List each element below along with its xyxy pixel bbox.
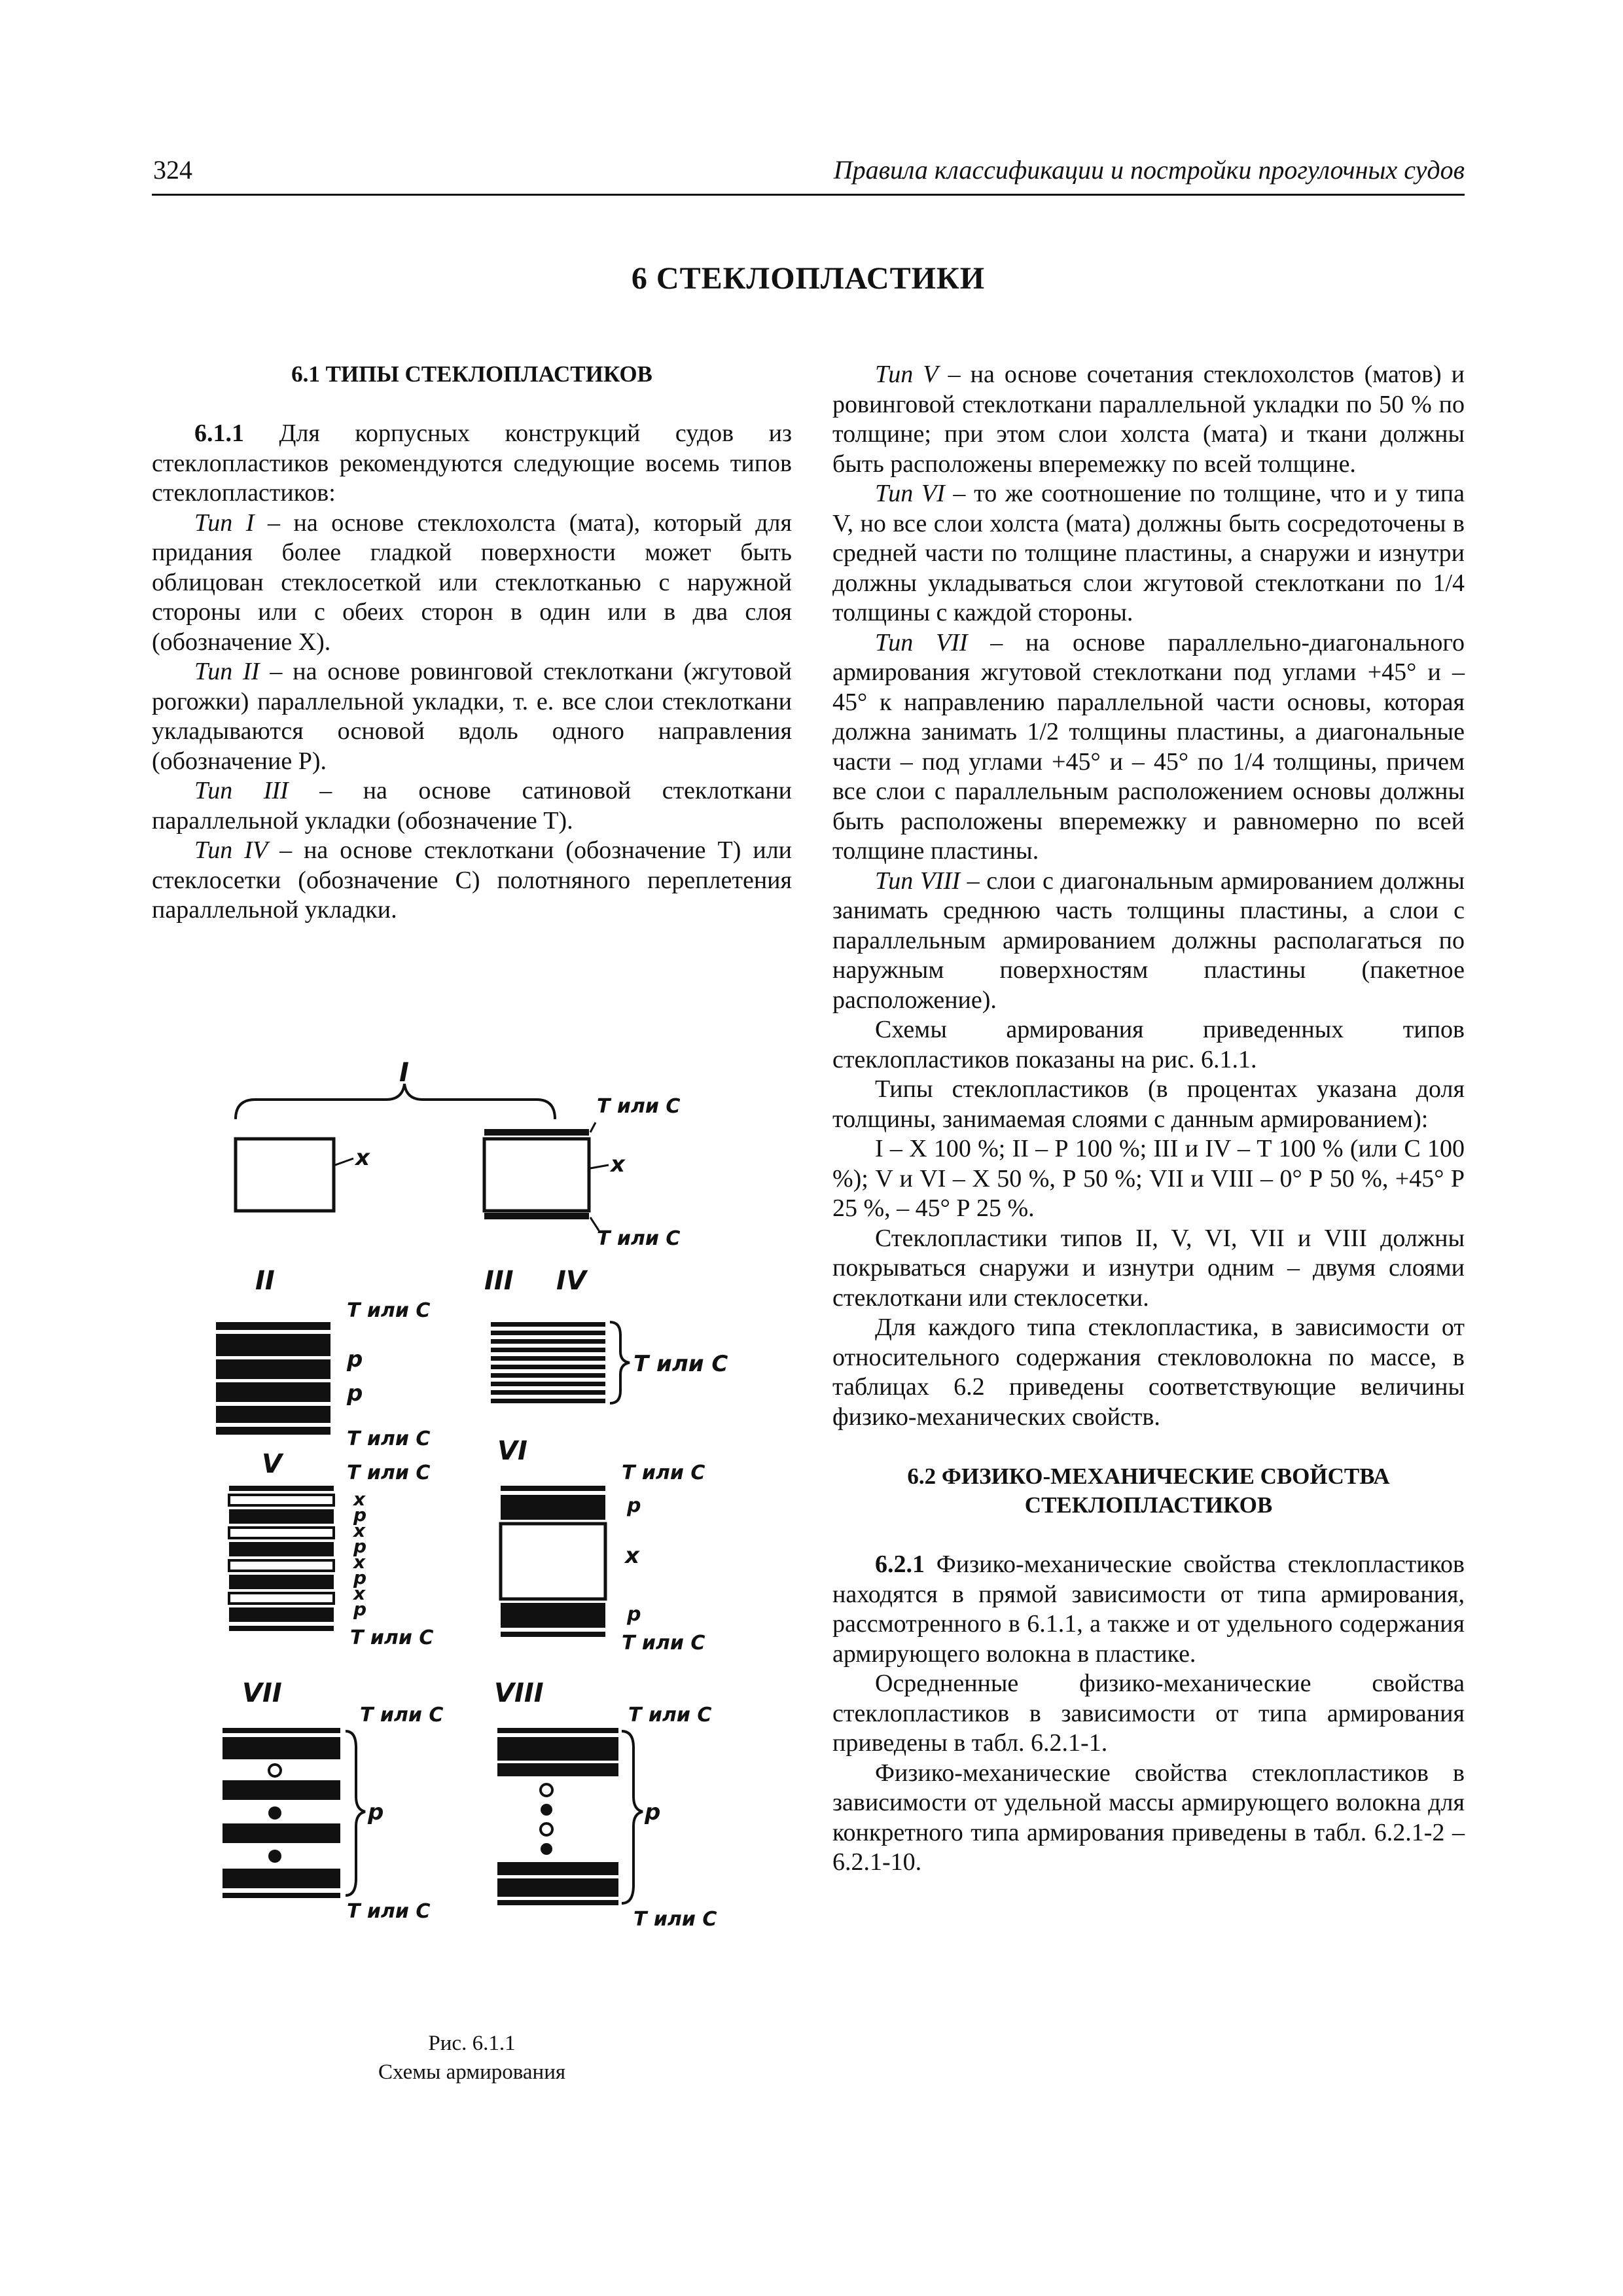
label-p: р [368, 1799, 384, 1825]
label-t-or-c: Т или С [622, 1462, 705, 1484]
paragraph-number: 6.2.1 [875, 1551, 925, 1578]
scheme-type-2 [216, 1266, 430, 1450]
label-p: р [353, 1535, 367, 1557]
type-label: Тип I [194, 509, 255, 537]
label-t-or-c: Т или С [350, 1626, 434, 1649]
types-paragraph: Типы стеклопластиков (в процентах указана доля толщины, занимаемая слоями с данным армированием): [832, 1075, 1465, 1133]
label-t-or-c: Т или С [622, 1632, 705, 1655]
tables-paragraph: Для каждого типа стеклопластика, в зависимости от относительного содержания стекловолокна по массе, в таблицах 6.2 приведены соответствующие величины физико-механических свойств. [832, 1314, 1465, 1431]
figure-caption-number: Рис. 6.1.1 [428, 2032, 516, 2055]
scheme-type-6 [497, 1436, 705, 1655]
label-x: х [353, 1520, 366, 1541]
facing-layer-top [484, 1129, 589, 1136]
label-x: х [625, 1543, 639, 1569]
right-column [832, 360, 1465, 1878]
label-p: р [353, 1598, 367, 1620]
section-heading-6-2-line2: СТЕКЛОПЛАСТИКОВ [1024, 1492, 1273, 1518]
reinforcement-schemes-figure [196, 1034, 759, 1964]
label-type-3: III [484, 1266, 514, 1296]
scheme-type-1 [236, 1058, 680, 1250]
cover-paragraph: Стеклопластики типов II, V, VI, VII и VIII должны покрываться снаружи и изнутри одним – двумя слоями стеклоткани или стеклосетки. [832, 1224, 1465, 1312]
type-3-paragraph [152, 776, 792, 836]
type-text: – на основе ровинговой стеклоткани (жгутовой рогожки) параллельной укладки, т. е. все слои стеклоткани укладываются основой вдоль одного направления (обозначение Р). [152, 658, 792, 775]
label-p: р [627, 1494, 641, 1517]
type-8-paragraph [832, 867, 1465, 1016]
label-type-7: VII [242, 1678, 282, 1708]
page-number: 324 [153, 155, 192, 185]
label-type-1: I [399, 1058, 409, 1088]
schemes-paragraph: Схемы армирования приведенных типов стеклопластиков показаны на рис. 6.1.1. [832, 1016, 1465, 1073]
type-text: – на основе сатиновой стеклоткани параллельной укладки (обозначение Т). [152, 777, 792, 834]
label-p: р [347, 1346, 363, 1372]
label-p: р [353, 1504, 367, 1526]
type-text: – на основе сочетания стеклохолстов (матов) и ровинговой стеклоткани параллельной укладки по 50 % по толщине; при этом слои холста (мата) и ткани должны быть расположены вперемежку по всей толщине. [832, 361, 1465, 478]
label-type-4: IV [556, 1266, 586, 1296]
label-x: х [355, 1145, 370, 1171]
type-2-paragraph [152, 657, 792, 776]
figure-caption [152, 2029, 792, 2087]
label-x: х [611, 1151, 625, 1177]
paragraph-number: 6.1.1 [194, 420, 244, 447]
label-type-2: II [255, 1266, 275, 1296]
running-title: Правила классификации и постройки прогулочных судов [833, 155, 1465, 185]
section-heading-6-2 [832, 1462, 1465, 1520]
label-t-or-c: Т или С [347, 1900, 431, 1923]
label-t-or-c: Т или С [628, 1704, 712, 1727]
section-heading-6-2-line1: 6.2 ФИЗИКО-МЕХАНИЧЕСКИЕ СВОЙСТВА [907, 1463, 1390, 1489]
chapter-title: 6 СТЕКЛОПЛАСТИКИ [631, 261, 986, 296]
mat-layer-box [484, 1139, 589, 1211]
paragraph-text: Физико-механические свойства стеклопластиков находятся в прямой зависимости от типа армирования, рассмотренного в 6.1.1, а также и от удельного содержания армирующего волокна в пластике. [832, 1551, 1465, 1668]
label-p: р [645, 1799, 661, 1825]
page-header [152, 154, 1465, 196]
specific-properties-paragraph: Физико-механические свойства стеклопластиков в зависимости от удельной массы армирующего волокна для конкретного типа армирования приведены в табл. 6.2.1-2 – 6.2.1-10. [832, 1759, 1465, 1876]
label-x: х [353, 1583, 366, 1604]
section-heading-6-1: 6.1 ТИПЫ СТЕКЛОПЛАСТИКОВ [291, 361, 652, 387]
label-p: р [347, 1380, 363, 1407]
scheme-type-7 [223, 1678, 443, 1923]
type-5-paragraph [832, 360, 1465, 479]
label-t-or-c: Т или С [360, 1704, 444, 1727]
type-7-paragraph [832, 628, 1465, 867]
figure-caption-text: Схемы армирования [378, 2060, 566, 2084]
reinforcement-schemes-diagram [196, 1034, 759, 1964]
label-t-or-c: Т или С [347, 1299, 431, 1322]
facing-layer-bottom [484, 1213, 589, 1219]
type-text: – на основе параллельно-диагонального армирования жгутовой стеклоткани под углами +45° и – 45° к направлению параллельной части основы, которая должна занимать 1/2 толщины пластины, а диагональные части – под углами +45° и – 45° по 1/4 толщины, причем все слои с параллельным расположением основы должны быть расположены вперемежку и равномерно по всей толщине пластины. [832, 628, 1465, 865]
type-text: – слои с диагональным армированием должны занимать среднюю часть толщины пластины, а слои с параллельным армированием должны располагаться по наружным поверхностям пластины (пакетное расположение). [832, 867, 1465, 1014]
left-column [152, 360, 792, 925]
type-6-paragraph [832, 479, 1465, 628]
mat-layer-box [236, 1139, 334, 1211]
scheme-type-8 [494, 1678, 717, 1931]
type-text: – на основе стеклоткани (обозначение Т) или стеклосетки (обозначение С) полотняного переплетения параллельной укладки. [152, 836, 792, 924]
scheme-type-3-4 [484, 1266, 728, 1403]
average-properties-paragraph: Осредненные физико-механические свойства стеклопластиков в зависимости от типа армирования приведены в табл. 6.2.1-1. [832, 1670, 1465, 1757]
label-t-or-c: Т или С [633, 1908, 717, 1931]
type-label: Тип VI [875, 480, 945, 507]
label-t-or-c: Т или С [633, 1351, 728, 1377]
type-text: – на основе стеклохолста (мата), который для придания более гладкой поверхности может быть облицован стеклосеткой или стеклотканью с наружной стороны или с обеих сторон в один или в два слоя (обозначение Х). [152, 509, 792, 656]
type-label: Тип VIII [875, 867, 960, 895]
label-type-5: V [262, 1449, 282, 1479]
label-t-or-c: Т или С [347, 1427, 431, 1450]
label-x: х [353, 1488, 366, 1510]
scheme-type-5 [229, 1449, 433, 1649]
fabric-layers [491, 1322, 605, 1403]
type-text: – то же соотношение по толщине, что и у типа V, но все слои холста (мата) должны быть сосредоточены в средней части по толщине пластины, а снаружи и изнутри должны укладываться слои жгутовой стеклоткани по 1/4 толщины с каждой стороны. [832, 480, 1465, 626]
paragraph-6-2-1 [832, 1550, 1465, 1669]
types-list-paragraph: I – Х 100 %; II – Р 100 %; III и IV – Т 100 % (или С 100 %); V и VI – Х 50 %, Р 50 %; VII и VIII – 0° Р 50 %, +45° Р 25 %, – 45° Р 25 %. [832, 1135, 1465, 1222]
label-type-8: VIII [494, 1678, 544, 1708]
label-x: х [353, 1551, 366, 1573]
label-t-or-c: Т или С [597, 1227, 681, 1250]
label-p: р [353, 1567, 367, 1588]
paragraph-text: Для корпусных конструкций судов из стеклопластиков рекомендуются следующие восемь типов стеклопластиков: [152, 420, 792, 507]
label-p: р [627, 1603, 641, 1626]
label-type-6: VI [497, 1436, 527, 1466]
type-1-paragraph [152, 509, 792, 658]
brace [236, 1084, 555, 1119]
paragraph-6-1-1 [152, 419, 792, 509]
type-label: Тип III [194, 777, 289, 804]
type-4-paragraph [152, 836, 792, 925]
type-label: Тип IV [194, 836, 268, 864]
type-label: Тип V [875, 361, 938, 388]
type-label: Тип VII [875, 628, 968, 656]
label-t-or-c: Т или С [347, 1462, 431, 1484]
label-t-or-c: Т или С [597, 1095, 681, 1118]
type-label: Тип II [194, 658, 260, 685]
